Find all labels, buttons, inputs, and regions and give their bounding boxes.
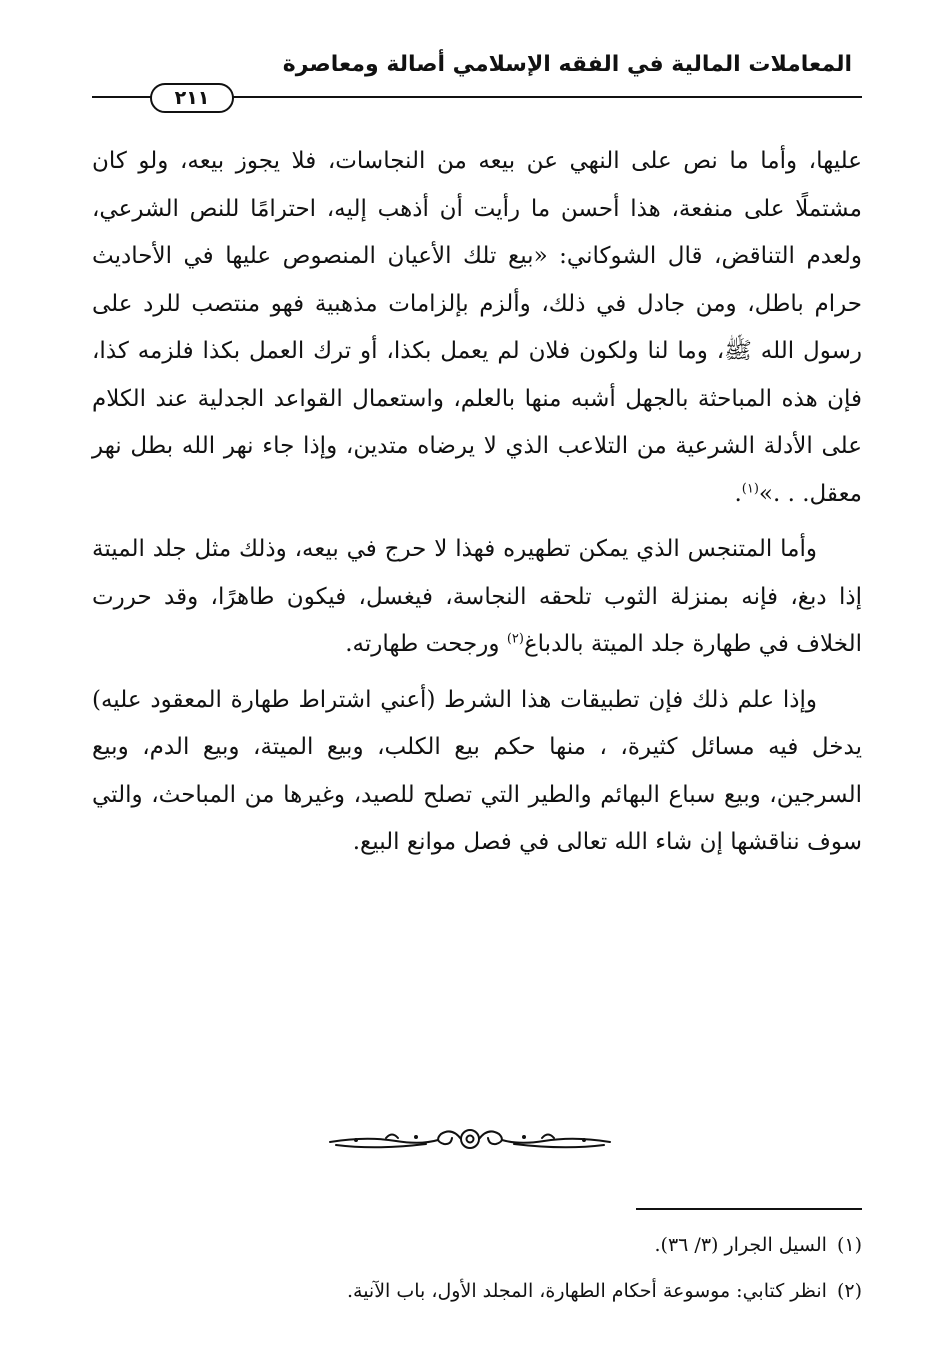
paragraph-2-end: ورجحت طهارته. xyxy=(345,631,507,657)
footnote-2 xyxy=(92,1268,862,1314)
paragraph-2-text: وأما المتنجس الذي يمكن تطهيره فهذا لا حرج في بيعه، وذلك مثل جلد الميتة إذا دبغ، فإنه بمنزلة الثوب تلحقه النجاسة، فيغسل، فيكون طاهرًا، وقد حررت الخلاف في طهارة جلد الميتة بالدباغ xyxy=(92,536,862,657)
footnote-1 xyxy=(92,1222,862,1268)
footnote-1-number: (١) xyxy=(836,1234,862,1256)
page-number xyxy=(150,83,234,113)
running-title: المعاملات المالية في الفقه الإسلامي أصالة ومعاصرة xyxy=(282,52,852,77)
footnote-ref-2: (٢) xyxy=(506,631,524,647)
ornament-divider-icon xyxy=(326,1124,614,1154)
paragraph-3: وإذا علم ذلك فإن تطبيقات هذا الشرط (أعني اشتراط طهارة المعقود عليه) يدخل فيه مسائل كثيرة، ، منها حكم بيع الكلب، وبيع الميتة، وبيع الدم، وبيع السرجين، وبيع سباع البهائم والطير التي تصلح للصيد، وغيرها من المباحث، والتي سوف نناقشها إن شاء الله تعالى في فصل موانع البيع. xyxy=(92,686,862,855)
footnote-rule xyxy=(636,1208,862,1210)
footnote-2-text: انظر كتابي: موسوعة أحكام الطهارة، المجلد الأول، باب الآنية. xyxy=(346,1280,827,1302)
paragraph-2 xyxy=(92,526,862,669)
body-text xyxy=(92,138,862,867)
footnote-1-text: السيل الجرار (٣/ ٣٦). xyxy=(654,1234,827,1256)
page-number-text: ٢١١ xyxy=(174,86,210,109)
footnote-2-number: (٢) xyxy=(836,1280,862,1302)
paragraph-1-text: عليها، وأما ما نص على النهي عن بيعه من النجاسات، فلا يجوز بيعه، ولو كان مشتملًا على منفعة، هذا أحسن ما رأيت أن أذهب إليه، احترامًا للنص الشرعي، ولعدم التناقض، قال الشوكاني: «بيع تلك الأعيان المنصوص عليها في الأحاديث حرام باطل، ومن جادل في ذلك، وألزم بإلزامات مذهبية فهو منتصب للرد على رسول الله ﷺ، وما لنا ولكون فلان لم يعمل بكذا، أو ترك العمل بكذا فلزمه كذا، فإن هذه المباحثة بالجهل أشبه منها بالعلم، واستعمال القواعد الجدلية عند الكلام على الأدلة الشرعية من التلاعب الذي لا يرضاه متدين، وإذا جاء نهر الله بطل نهر معقل. . .» xyxy=(92,148,862,507)
paragraph-1-end: . xyxy=(734,480,742,507)
footnotes xyxy=(92,1222,862,1314)
paragraph-1 xyxy=(92,138,862,518)
footnote-ref-1: (١) xyxy=(741,480,759,496)
